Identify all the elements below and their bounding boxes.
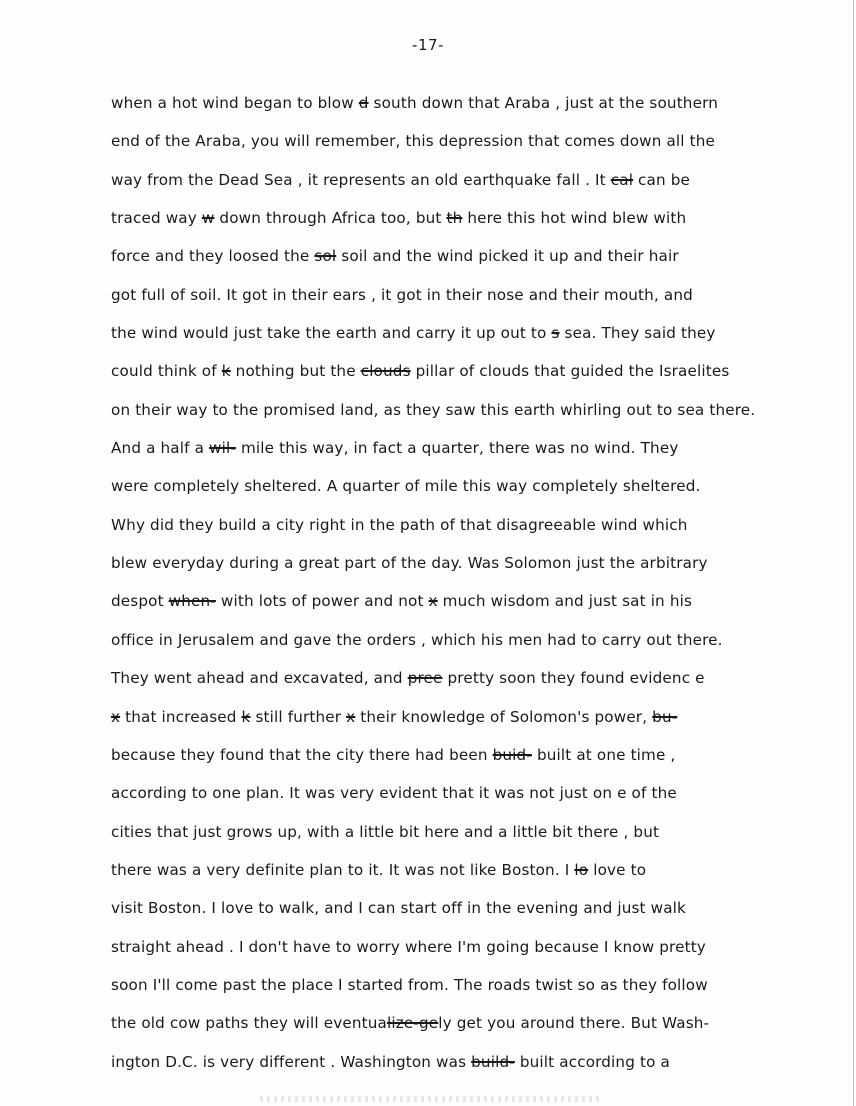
text-line	[111, 245, 851, 283]
text-run: when a hot wind began to blow	[111, 94, 359, 112]
text-run: could think of	[111, 362, 222, 381]
struck-out-text: th	[446, 209, 463, 228]
text-run: They went ahead and excavated, and	[111, 669, 408, 688]
text-line	[111, 782, 851, 820]
text-line	[111, 437, 851, 475]
struck-out-text: build-	[471, 1052, 515, 1071]
text-run: sea. They said they	[559, 324, 716, 343]
text-line	[111, 821, 851, 859]
struck-out-text: buid-	[492, 745, 532, 764]
text-run: visit Boston. I love to walk, and I can start off in the evening and just walk	[111, 899, 686, 918]
text-line	[111, 322, 851, 360]
struck-out-text: x	[111, 707, 121, 726]
struck-out-text: x	[428, 592, 438, 611]
text-run: the old cow paths they will eventua	[111, 1014, 387, 1033]
text-line	[111, 629, 851, 667]
struck-out-text: sol	[314, 247, 337, 266]
text-line	[111, 897, 851, 935]
struck-out-text: cal	[610, 170, 634, 189]
text-run: there was a very definite plan to it. It was not like Boston. I	[111, 860, 575, 879]
text-run: much wisdom and just sat in his	[437, 592, 693, 611]
struck-out-text: wil-	[209, 439, 236, 458]
text-run: And a half a	[111, 439, 210, 458]
struck-out-text: s	[551, 324, 560, 343]
text-line	[111, 590, 851, 628]
text-run: with lots of power and not	[215, 592, 429, 611]
text-line	[111, 974, 851, 1012]
text-run: still further	[250, 707, 347, 726]
text-run: ly get you around there. But Wash-	[438, 1014, 710, 1033]
text-run: because they found that the city there had been	[111, 745, 493, 764]
text-line	[111, 130, 851, 168]
text-run: can be	[633, 170, 691, 189]
text-run: despot	[111, 592, 169, 611]
text-line	[111, 207, 851, 245]
struck-out-text: k	[241, 707, 251, 726]
struck-out-text: k	[221, 362, 231, 381]
text-line	[111, 92, 851, 130]
text-run: soon I'll come past the place I started from. The roads twist so as they follow	[111, 975, 708, 994]
struck-out-text: x	[346, 707, 356, 726]
text-run: pillar of clouds that guided the Israelites	[410, 362, 730, 381]
text-run: that increased	[120, 707, 242, 726]
text-line	[111, 360, 851, 398]
text-run: Why did they build a city right in the path of that disagreeable wind which	[111, 515, 688, 534]
struck-out-text: d	[358, 94, 369, 112]
text-run: mile this way, in fact a quarter, there was no wind. They	[235, 439, 679, 458]
text-run: way from the Dead Sea , it represents an old earthquake fall . It	[111, 170, 611, 189]
text-run: ington D.C. is very different . Washington was	[111, 1052, 472, 1071]
struck-out-text: bu-	[652, 707, 678, 726]
text-run: here this hot wind blew with	[462, 209, 687, 228]
text-run: were completely sheltered. A quarter of mile this way completely sheltered.	[111, 477, 701, 496]
text-line	[111, 552, 851, 590]
text-run: according to one plan. It was very evident that it was not just on e of the	[111, 784, 677, 803]
text-line	[111, 936, 851, 974]
text-run: office in Jerusalem and gave the orders , which his men had to carry out there.	[111, 630, 723, 649]
text-line	[111, 284, 851, 322]
text-run: got full of soil. It got in their ears , it got in their nose and their mouth, and	[111, 285, 693, 304]
text-run: their knowledge of Solomon's power,	[355, 707, 653, 726]
text-run: soil and the wind picked it up and their hair	[336, 247, 679, 266]
text-line	[111, 169, 851, 207]
text-run: pretty soon they found evidenc e	[442, 669, 705, 688]
text-run: straight ahead . I don't have to worry where I'm going because I know pretty	[111, 937, 706, 956]
text-line	[111, 667, 851, 705]
text-run: traced way	[111, 209, 202, 228]
text-run: on their way to the promised land, as they saw this earth whirling out to sea there.	[111, 400, 756, 419]
text-line	[111, 706, 851, 744]
text-line	[111, 399, 851, 437]
text-run: south down that Araba , just at the southern	[368, 94, 718, 112]
text-run: built according to a	[514, 1052, 670, 1071]
struck-out-text: clouds	[360, 362, 411, 381]
text-line	[111, 859, 851, 897]
struck-out-text: w	[201, 209, 215, 228]
struck-out-text: lo	[574, 860, 589, 879]
text-run: blew everyday during a great part of the day. Was Solomon just the arbitrary	[111, 554, 708, 573]
text-run: nothing but the	[230, 362, 361, 381]
text-run: end of the Araba, you will remember, this depression that comes down all the	[111, 132, 716, 151]
text-line	[111, 1051, 851, 1089]
text-line	[111, 744, 851, 782]
struck-out-text: pree	[407, 669, 443, 688]
page-number: -17-	[412, 36, 444, 54]
struck-out-text: when-	[168, 592, 216, 611]
text-run: cities that just grows up, with a little bit here and a little bit there , but	[111, 822, 660, 841]
struck-out-text: lize-ge	[386, 1014, 439, 1033]
text-run: force and they loosed the	[111, 247, 315, 266]
text-line	[111, 1012, 851, 1050]
text-line	[111, 514, 851, 552]
text-line	[111, 475, 851, 513]
scan-smudge	[260, 1096, 600, 1102]
typed-manuscript-body	[111, 92, 851, 1089]
page-edge-line	[853, 0, 854, 1106]
text-run: down through Africa too, but	[214, 209, 447, 228]
text-run: love to	[588, 860, 647, 879]
text-run: the wind would just take the earth and carry it up out to	[111, 324, 552, 343]
text-run: built at one time ,	[531, 745, 676, 764]
